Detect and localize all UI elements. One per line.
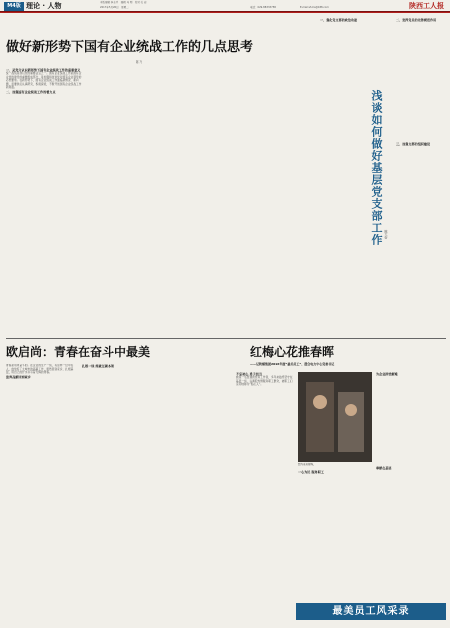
- page-badge: M4版: [4, 2, 24, 11]
- vertical-subhead-2: 二、发挥党员的先锋模范作用: [396, 18, 437, 22]
- vertical-article-column-1: [320, 18, 366, 334]
- feature-left-column-2: [82, 364, 154, 620]
- footer-label: 最美员工风采录: [296, 603, 446, 620]
- feature-left-subhead-1: 放弃高薪回到家乡: [6, 374, 31, 379]
- feature-left-subhead-2: 扎根一线 练就过硬本领: [82, 364, 115, 368]
- feature-right-text: 她是一名普通的党务工作者，多年来始终坚守在基层一线，以满腔热情服务职工群众，被职工们亲切地称为“贴心人”。: [236, 376, 293, 387]
- feature-right-subhead-1: 不忘初心 勇于担当: [236, 372, 262, 376]
- vertical-subhead-1: 一、强化党支部的政治功能: [320, 18, 358, 22]
- vertical-headline: 浅谈如何做好基层党支部工作: [370, 90, 383, 246]
- main-article-column-1: [6, 68, 84, 334]
- feature-right-column-2: [298, 470, 372, 600]
- photo-caption: 图为采访现场。: [298, 463, 316, 466]
- feature-photo: [298, 372, 372, 462]
- main-article-column-3: [170, 68, 248, 334]
- section-title: 理论 · 人物: [26, 2, 62, 10]
- feature-right-column-1: [236, 372, 294, 620]
- main-article-column-4: [252, 18, 316, 334]
- feature-right-subhead-2: 一心为民 服务职工: [298, 470, 324, 474]
- main-byline: 陈 乃: [136, 61, 143, 64]
- main-article-column-2: [88, 68, 166, 334]
- feature-right-subhead-4: 奉献在基层: [376, 466, 392, 470]
- phone-line: 电话：029-88333758: [250, 6, 276, 9]
- brand-logo: 陕西工人报: [409, 1, 444, 10]
- vertical-article-column-2: [396, 18, 446, 334]
- feature-right-column-3: [376, 372, 446, 600]
- feature-left-column-3: [158, 364, 230, 620]
- feature-left-headline: 欧启尚：青春在奋斗中最美: [6, 345, 151, 359]
- feature-right-headline: 红梅心花推春晖: [250, 345, 335, 359]
- email-line: E-mail:sf-ms@188.com: [300, 6, 329, 9]
- section-divider: [6, 338, 446, 339]
- main-headline: 做好新形势下国有企业统战工作的几点思考: [6, 40, 254, 55]
- main-subhead-1: 一、是充分认识新形势下国有企业统战工作的重要意义: [6, 68, 81, 72]
- date-line: 2017年5月26日 星期二: [100, 6, 129, 9]
- vertical-subhead-3: 三、加强支部的组织建设: [396, 142, 431, 146]
- vertical-byline: 陈大好: [384, 230, 388, 239]
- feature-right-subhead-3: 为企业排忧解难: [376, 372, 398, 376]
- masthead-bar: [0, 0, 450, 12]
- feature-left-column-1: [6, 364, 78, 620]
- main-article-text: 统一战线是我们党的重要法宝之一。国有企业统战工作是国有企业党的建设的重要组成部分，是加强和改进党对国有企业领导的必然要求。在新形势下，国有企业统战工作面临新情况、新问题，需要我们认真研究，积极探索，不断开创国有企业统战工作新局面。: [6, 72, 82, 90]
- editor-line: 本版编辑 李永平 编辑 马 明 校对 孔 岩: [100, 1, 147, 4]
- main-subhead-2: 二、加强国有企业统战工作的着力点: [6, 89, 56, 94]
- feature-left-text: 青春是用来奋斗的。在企业的生产一线，有这样一位年轻人，他放弃了大城市的高薪工作，毅然回到家乡，扎根基层，用自己的汗水书写着无悔的青春。: [6, 364, 74, 375]
- photo-illustration: [298, 372, 372, 462]
- masthead-rule: [0, 12, 450, 13]
- feature-right-subhead: ——记陕煤集团2016年度“最美员工”、澄合电力中心党委书记: [250, 362, 335, 366]
